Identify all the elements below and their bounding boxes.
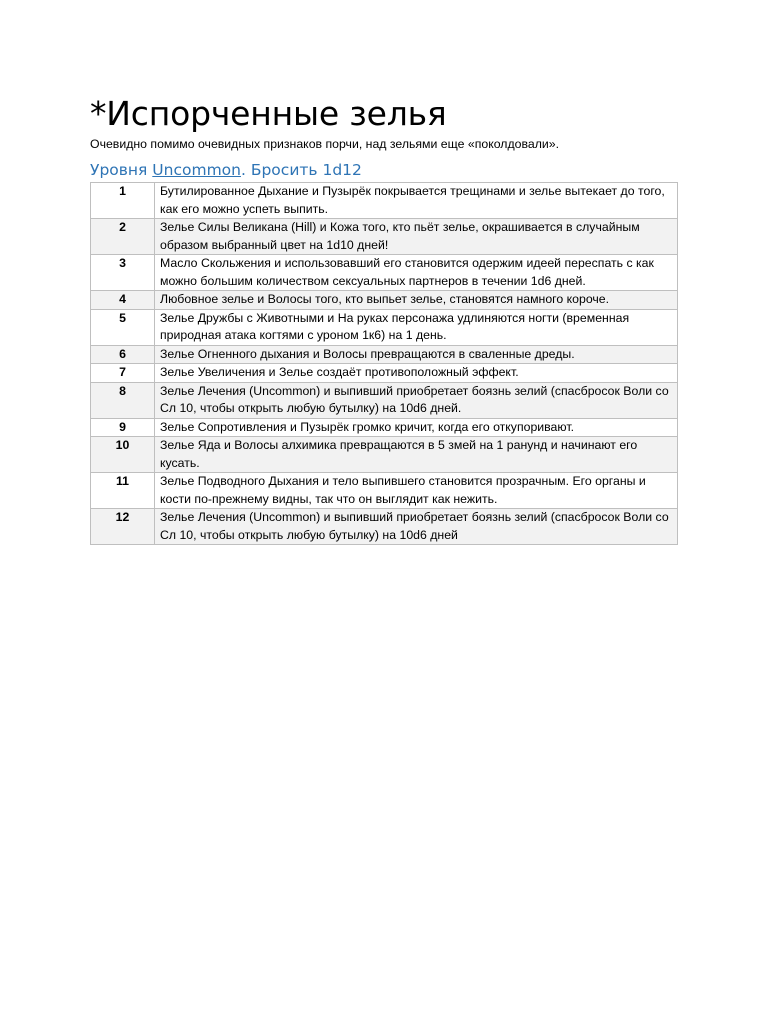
roll-number: 11 [91,473,155,509]
table-row [91,291,678,310]
roll-description: Зелье Дружбы с Животными и На руках персонажа удлиняются ногти (временная природная атака когтями с уроном 1к6) на 1 день. [155,309,678,345]
roll-description: Зелье Увеличения и Зелье создаёт противоположный эффект. [155,364,678,383]
roll-description: Бутилированное Дыхание и Пузырёк покрывается трещинами и зелье вытекает до того, как его можно успеть выпить. [155,183,678,219]
roll-number: 4 [91,291,155,310]
roll-description: Зелье Яда и Волосы алхимика превращаются в 5 змей на 1 ранунд и начинают его кусать. [155,437,678,473]
table-row [91,437,678,473]
table-row [91,183,678,219]
roll-table [90,182,678,545]
section-heading-prefix: Уровня [90,161,153,179]
roll-number: 2 [91,219,155,255]
table-row [91,364,678,383]
roll-number: 9 [91,418,155,437]
roll-number: 7 [91,364,155,383]
uncommon-link[interactable]: Uncommon [152,161,241,179]
roll-description: Зелье Сопротивления и Пузырёк громко кричит, когда его откупоривают. [155,418,678,437]
table-row [91,473,678,509]
section-heading [90,160,678,180]
roll-description: Зелье Подводного Дыхания и тело выпившего становится прозрачным. Его органы и кости по-прежнему видны, так что он выглядит как нежить. [155,473,678,509]
table-row [91,382,678,418]
table-row [91,309,678,345]
roll-description: Масло Скольжения и использовавший его становится одержим идеей переспать с как можно большим количеством сексуальных партнеров в течении 1d6 дней. [155,255,678,291]
roll-number: 10 [91,437,155,473]
roll-number: 5 [91,309,155,345]
roll-number: 6 [91,345,155,364]
table-row [91,509,678,545]
roll-description: Зелье Огненного дыхания и Волосы превращаются в сваленные дреды. [155,345,678,364]
intro-paragraph: Очевидно помимо очевидных признаков порчи, над зельями еще «поколдовали». [90,137,560,151]
table-row [91,345,678,364]
section-heading-suffix: . Бросить 1d12 [240,161,362,179]
roll-description: Зелье Лечения (Uncommon) и выпивший приобретает боязнь зелий (спасбросок Воли со Сл 10, чтобы открыть любую бутылку) на 10d6 дней. [155,382,678,418]
table-row [91,255,678,291]
roll-number: 1 [91,183,155,219]
table-row [91,418,678,437]
roll-number: 8 [91,382,155,418]
roll-description: Зелье Силы Великана (Hill) и Кожа того, кто пьёт зелье, окрашивается в случайным образом выбранный цвет на 1d10 дней! [155,219,678,255]
roll-number: 12 [91,509,155,545]
roll-description: Любовное зелье и Волосы того, кто выпьет зелье, становятся намного короче. [155,291,678,310]
document-title: *Испорченные зелья [90,94,447,133]
roll-description: Зелье Лечения (Uncommon) и выпивший приобретает боязнь зелий (спасбросок Воли со Сл 10, чтобы открыть любую бутылку) на 10d6 дней [155,509,678,545]
roll-number: 3 [91,255,155,291]
document-page [90,92,678,545]
table-row [91,219,678,255]
